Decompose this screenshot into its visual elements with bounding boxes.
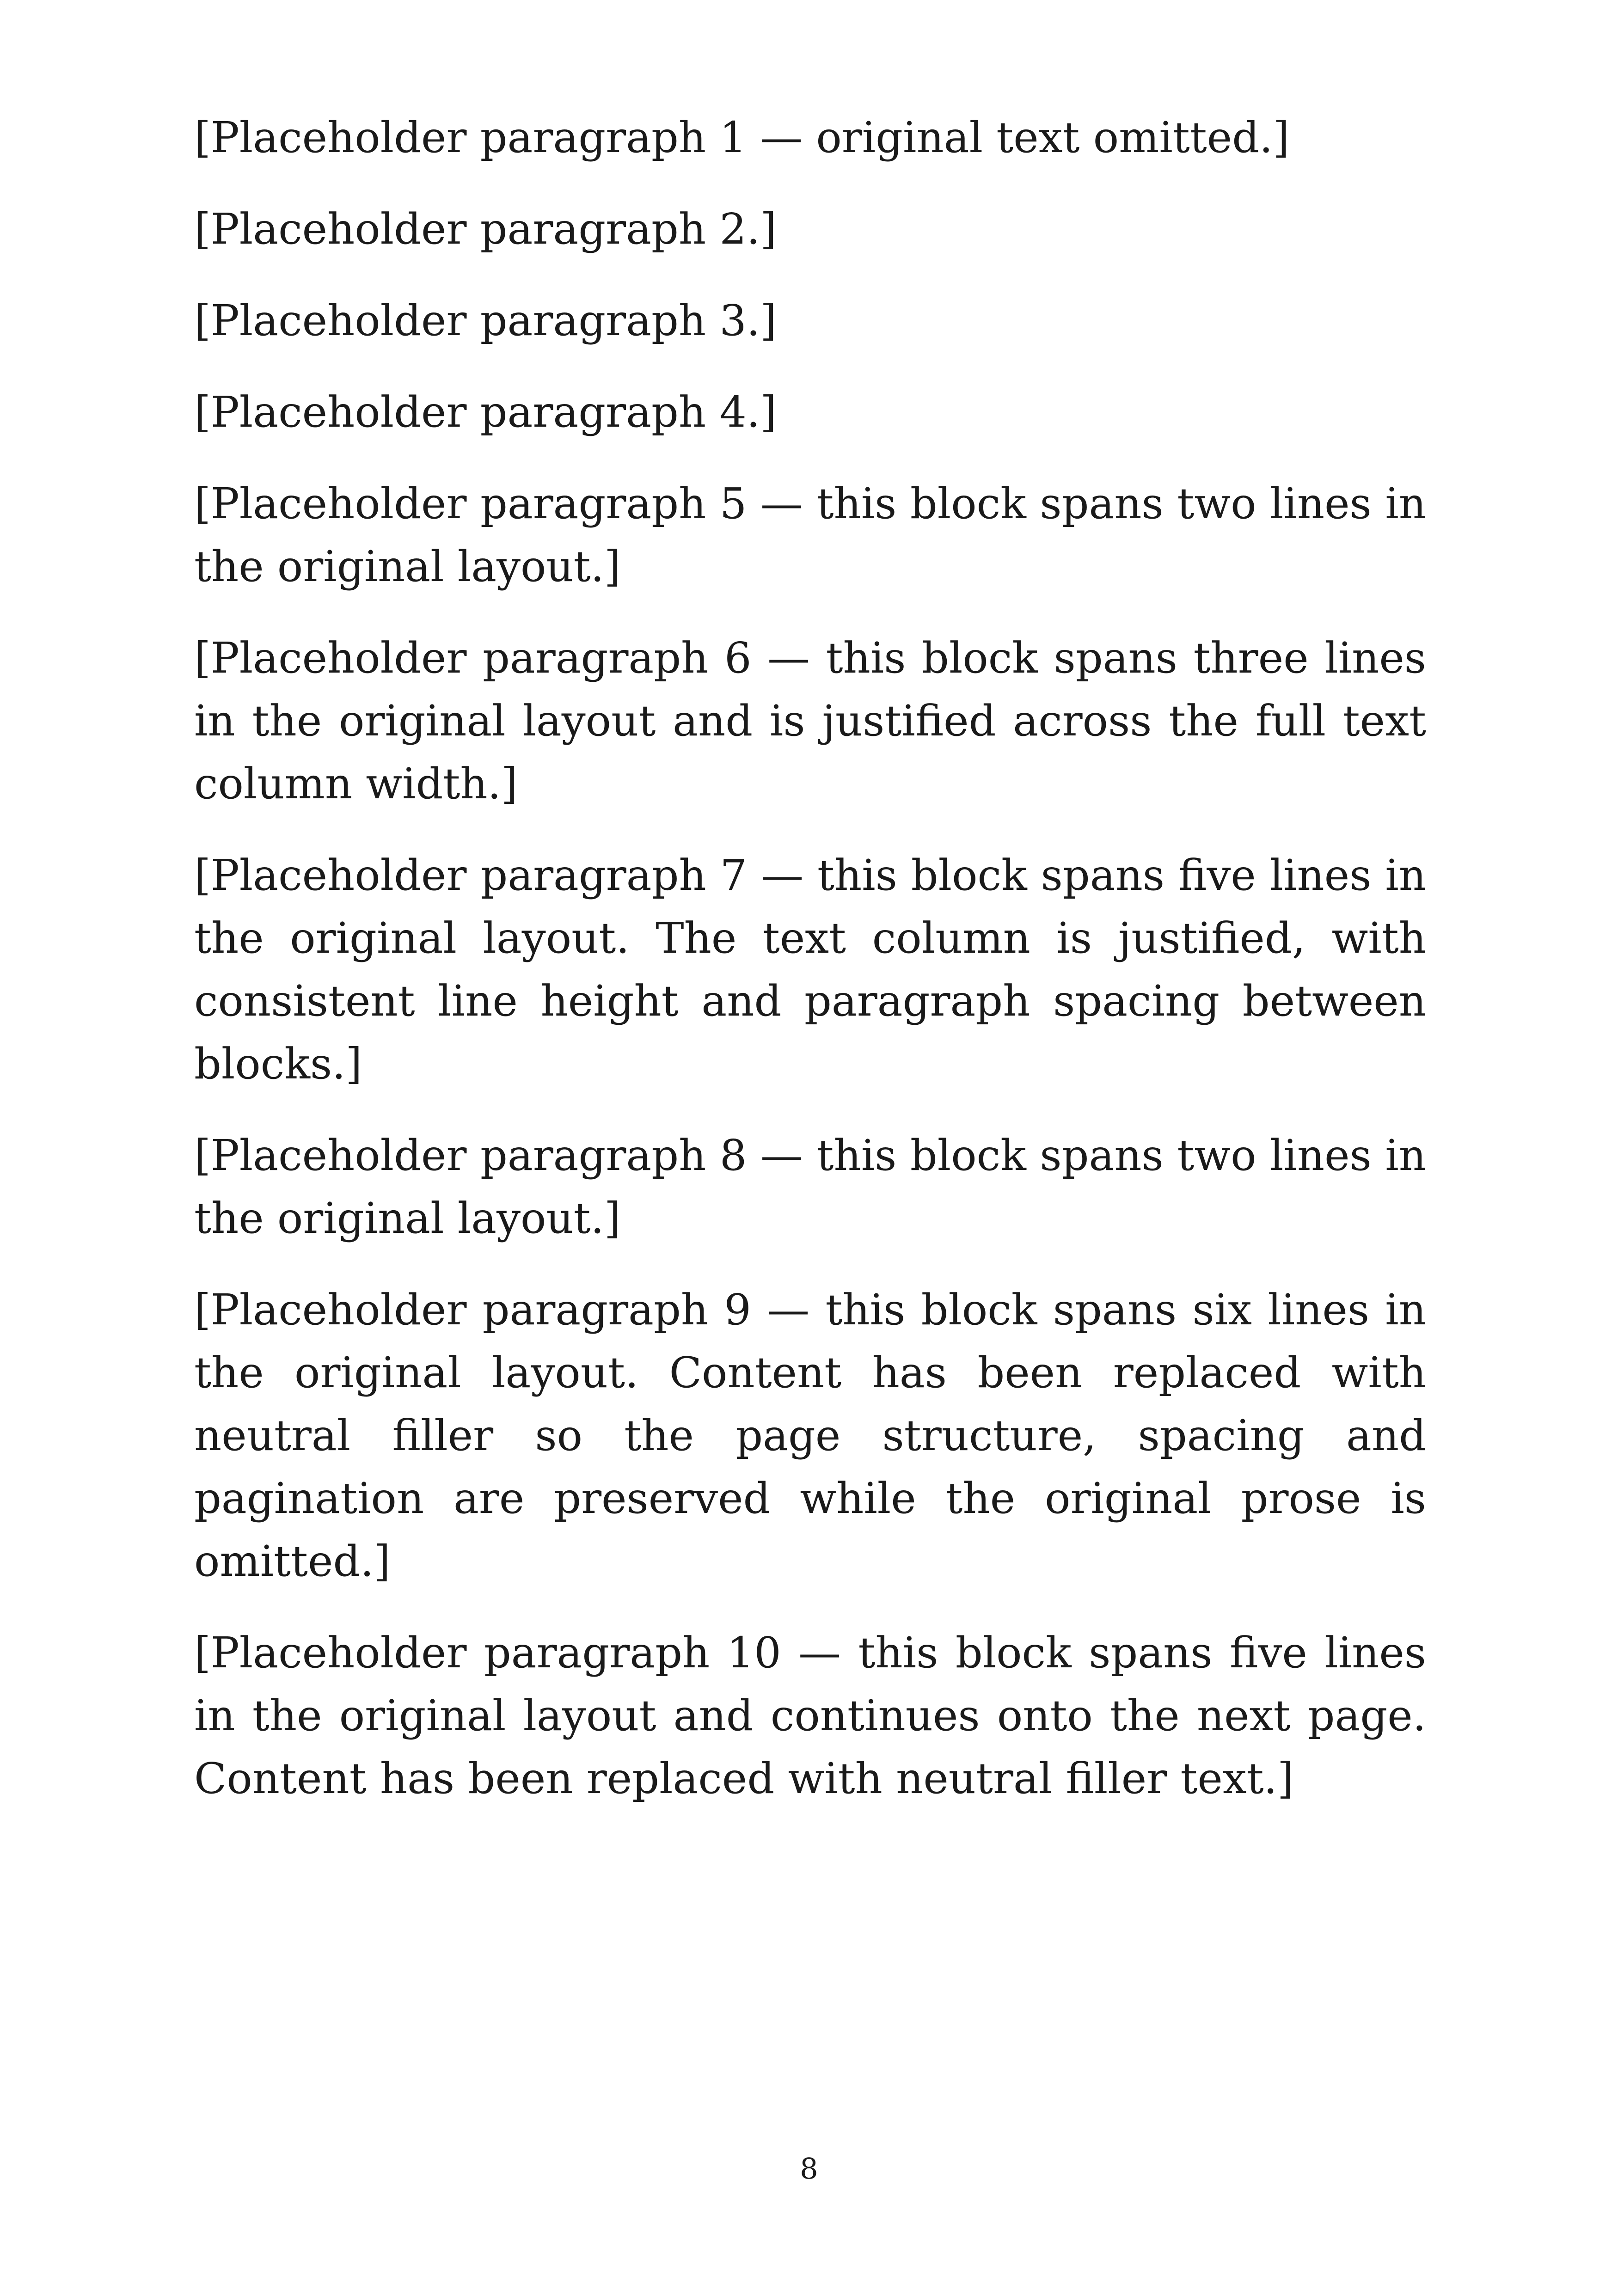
paragraph: [Placeholder paragraph 8 — this block spans two lines in the original layout.] — [194, 1131, 1426, 1243]
paragraph: [Placeholder paragraph 3.] — [194, 296, 777, 345]
paragraph: [Placeholder paragraph 7 — this block spans five lines in the original layout. The text column is justified, with consistent line height and paragraph spacing between blocks.] — [194, 851, 1426, 1089]
paragraph: [Placeholder paragraph 5 — this block spans two lines in the original layout.] — [194, 479, 1426, 591]
paragraph: [Placeholder paragraph 10 — this block spans five lines in the original layout and continues onto the next page. Content has been replaced with neutral filler text.] — [194, 1628, 1426, 1803]
body-text — [194, 106, 1426, 1839]
paragraph: [Placeholder paragraph 6 — this block spans three lines in the original layout and is justified across the full text column width.] — [194, 633, 1426, 808]
paragraph: [Placeholder paragraph 4.] — [194, 387, 777, 437]
page-number: 8 — [800, 2152, 818, 2186]
paragraph: [Placeholder paragraph 2.] — [194, 204, 777, 254]
paragraph: [Placeholder paragraph 9 — this block spans six lines in the original layout. Content has been replaced with neutral filler so the page structure, spacing and pagination are preserved while the original prose is omitted.] — [194, 1285, 1426, 1586]
paragraph: [Placeholder paragraph 1 — original text omitted.] — [194, 113, 1290, 162]
